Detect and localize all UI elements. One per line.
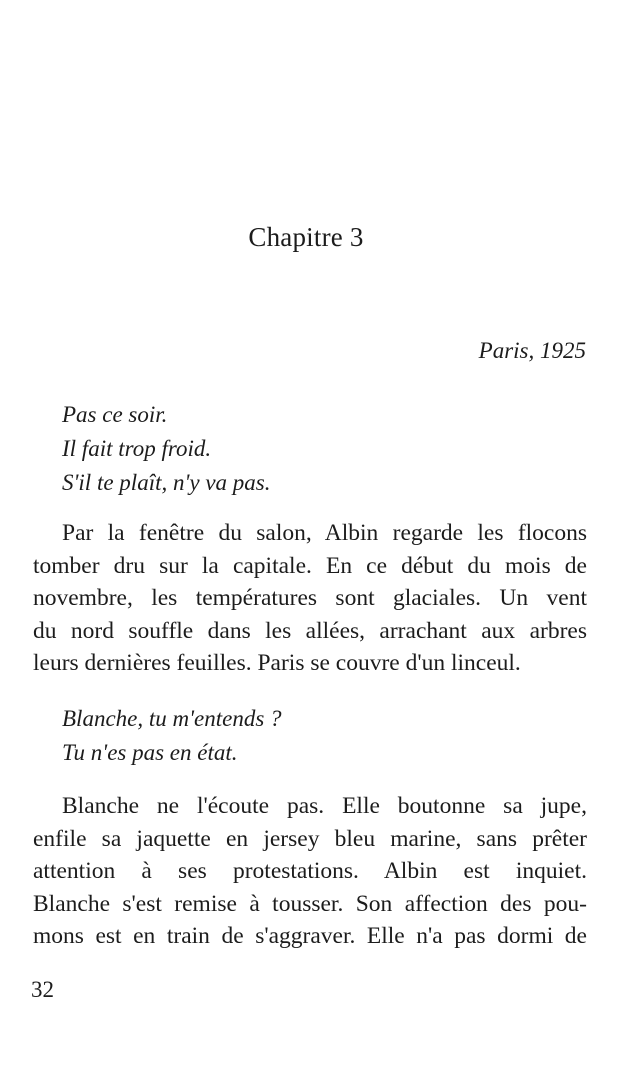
paragraph-line: du nord souffle dans les allées, arrachant aux arbres (33, 617, 587, 644)
italic-line: Il fait trop froid. (62, 436, 212, 461)
paragraph-line: enfile sa jaquette en jersey bleu marine, sans prêter (33, 825, 587, 852)
chapter-title: Chapitre 3 (248, 222, 364, 252)
dateline: Paris, 1925 (478, 338, 586, 363)
paragraph-line: Par la fenêtre du salon, Albin regarde les flocons (62, 520, 587, 546)
paragraph-line: novembre, les températures sont glaciales. Un vent (33, 585, 587, 611)
paragraph-2 (33, 790, 587, 953)
italic-passage-2 (62, 702, 282, 770)
page-number: 32 (31, 977, 54, 1002)
italic-line: S'il te plaît, n'y va pas. (62, 470, 271, 495)
paragraph-line: Blanche ne l'écoute pas. Elle boutonne sa jupe, (62, 793, 587, 819)
paragraph-line: attention à ses protestations. Albin est inquiet. (33, 858, 587, 884)
italic-passage-1 (62, 398, 271, 500)
paragraph-line: Blanche s'est remise à tousser. Son affection des pou- (33, 890, 587, 917)
paragraph-1 (33, 517, 587, 680)
paragraph-line: leurs dernières feuilles. Paris se couvre d'un linceul. (33, 650, 521, 676)
paragraph-line: mons est en train de s'aggraver. Elle n'a pas dormi de (33, 923, 587, 949)
paragraph-line: tomber dru sur la capitale. En ce début du mois de (33, 552, 587, 579)
italic-line: Blanche, tu m'entends ? (62, 706, 282, 731)
italic-line: Tu n'es pas en état. (62, 740, 238, 765)
italic-line: Pas ce soir. (62, 402, 168, 427)
